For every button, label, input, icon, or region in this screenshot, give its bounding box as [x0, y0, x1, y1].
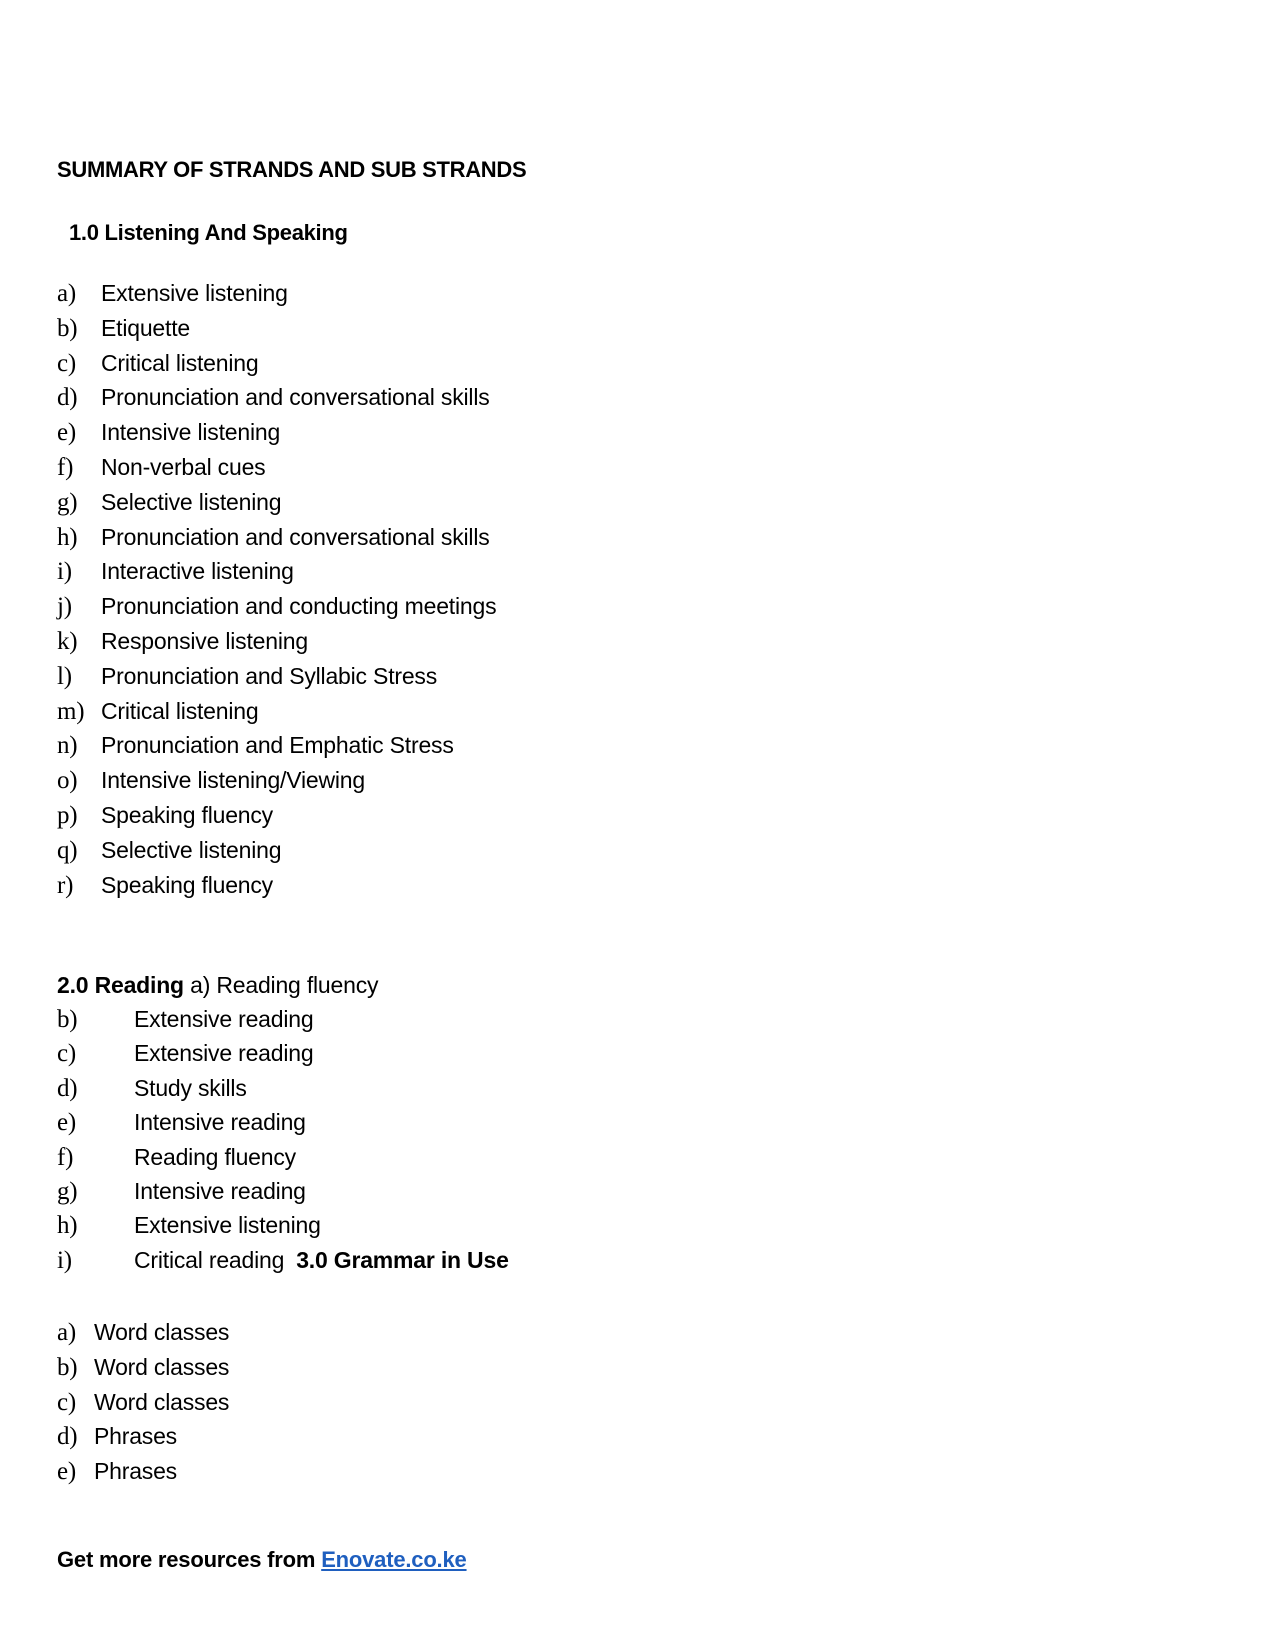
list-item-text: Extensive listening	[101, 280, 288, 306]
grammar-list	[57, 1319, 229, 1493]
list-item	[57, 1458, 229, 1493]
list-item-text: Reading fluency	[134, 1143, 296, 1170]
list-item-text: Interactive listening	[101, 558, 294, 585]
list-item	[57, 1319, 229, 1354]
list-marker: r)	[57, 871, 74, 899]
list-item-text: Pronunciation and conversational skills	[101, 523, 490, 550]
list-item-text: Intensive listening/Viewing	[101, 767, 365, 794]
list-item	[57, 1075, 509, 1109]
list-item	[57, 1109, 509, 1143]
section-heading-reading: 2.0 Reading	[57, 972, 184, 998]
list-item	[57, 1212, 509, 1246]
footer-resources	[57, 1547, 467, 1573]
list-item	[57, 663, 496, 698]
list-item	[57, 628, 496, 663]
list-item-text: Pronunciation and Emphatic Stress	[101, 732, 454, 759]
list-marker: c)	[57, 349, 77, 377]
list-item-text: Intensive reading	[134, 1109, 306, 1136]
list-marker: d)	[57, 384, 78, 412]
list-item	[57, 489, 496, 524]
list-marker: g)	[57, 1177, 78, 1205]
list-item	[57, 593, 496, 628]
list-item	[57, 767, 496, 802]
list-item-text: Pronunciation and conversational skills	[101, 384, 490, 411]
list-item-text: Study skills	[134, 1074, 247, 1101]
list-marker: q)	[57, 836, 78, 864]
list-item	[57, 802, 496, 837]
list-item	[57, 454, 496, 489]
list-item-text: Intensive listening	[101, 419, 281, 446]
list-marker: b)	[57, 1353, 78, 1381]
list-item	[57, 1178, 509, 1212]
list-item-text: Word classes	[94, 1353, 230, 1380]
list-item-text: Extensive listening	[134, 1212, 321, 1239]
list-item-text: Phrases	[94, 1423, 177, 1450]
list-marker: f)	[57, 1143, 74, 1171]
list-marker: a)	[57, 1319, 77, 1346]
list-item	[57, 872, 496, 907]
list-marker: i)	[57, 558, 72, 586]
list-marker: e)	[57, 419, 77, 447]
list-item	[57, 1354, 229, 1389]
list-item	[57, 350, 496, 385]
list-item-text: Selective listening	[101, 488, 282, 515]
list-item	[57, 280, 496, 315]
list-marker: m)	[57, 697, 85, 725]
list-marker: i)	[57, 1246, 72, 1274]
list-item-text: a) Reading fluency	[190, 972, 379, 998]
list-item-text: Extensive reading	[134, 1006, 314, 1032]
reading-list	[57, 1006, 509, 1281]
list-item-text: Phrases	[94, 1458, 177, 1485]
list-item-text: Critical listening	[101, 349, 259, 376]
list-item	[57, 1144, 509, 1178]
list-item	[57, 558, 496, 593]
list-marker: c)	[57, 1040, 77, 1068]
list-item-text: Word classes	[94, 1388, 230, 1415]
list-marker: h)	[57, 1212, 78, 1240]
list-marker: n)	[57, 732, 78, 760]
list-marker: e)	[57, 1458, 77, 1486]
list-marker: b)	[57, 314, 78, 342]
list-item	[57, 384, 496, 419]
list-item	[57, 698, 496, 733]
section-heading-listening-speaking: 1.0 Listening And Speaking	[69, 220, 348, 245]
list-marker: h)	[57, 523, 78, 551]
document-title: SUMMARY OF STRANDS AND SUB STRANDS	[57, 157, 527, 182]
list-marker: p)	[57, 801, 78, 829]
list-item	[57, 315, 496, 350]
list-item-text: Extensive reading	[134, 1040, 314, 1067]
list-marker: d)	[57, 1423, 78, 1451]
list-item-text: Critical reading	[134, 1246, 285, 1273]
list-item	[57, 1423, 229, 1458]
list-item-text: Word classes	[94, 1319, 230, 1345]
list-item-text: Pronunciation and Syllabic Stress	[101, 662, 438, 689]
reading-heading-line	[57, 972, 378, 999]
list-marker: k)	[57, 627, 78, 655]
list-marker: b)	[57, 1006, 78, 1033]
list-item-text: Speaking fluency	[101, 801, 273, 828]
list-marker: d)	[57, 1074, 78, 1102]
list-item-text: Etiquette	[101, 314, 190, 341]
list-item-text: Responsive listening	[101, 627, 308, 654]
listening-speaking-list	[57, 280, 496, 906]
list-marker: f)	[57, 453, 74, 481]
list-item	[57, 1389, 229, 1424]
list-item-text: Speaking fluency	[101, 871, 273, 898]
list-marker: l)	[57, 662, 72, 690]
list-item	[57, 1006, 509, 1040]
list-item-text: Pronunciation and conducting meetings	[101, 593, 497, 620]
resources-link[interactable]: Enovate.co.ke	[321, 1547, 467, 1572]
list-item	[57, 837, 496, 872]
list-item	[57, 1040, 509, 1074]
list-item	[57, 419, 496, 454]
list-marker: g)	[57, 488, 78, 516]
footer-text: Get more resources from	[57, 1547, 322, 1572]
list-item-text: Intensive reading	[134, 1177, 306, 1204]
list-item	[57, 524, 496, 559]
list-item-text: Non-verbal cues	[101, 453, 266, 480]
list-item	[57, 1247, 509, 1281]
section-heading-grammar: 3.0 Grammar in Use	[296, 1246, 509, 1273]
list-marker: o)	[57, 767, 78, 795]
list-item-text: Selective listening	[101, 836, 282, 863]
list-item-text: Critical listening	[101, 697, 259, 724]
list-marker: e)	[57, 1109, 77, 1137]
list-marker: j)	[57, 593, 72, 621]
list-marker: a)	[57, 280, 77, 307]
list-marker: c)	[57, 1388, 77, 1416]
list-item	[57, 732, 496, 767]
